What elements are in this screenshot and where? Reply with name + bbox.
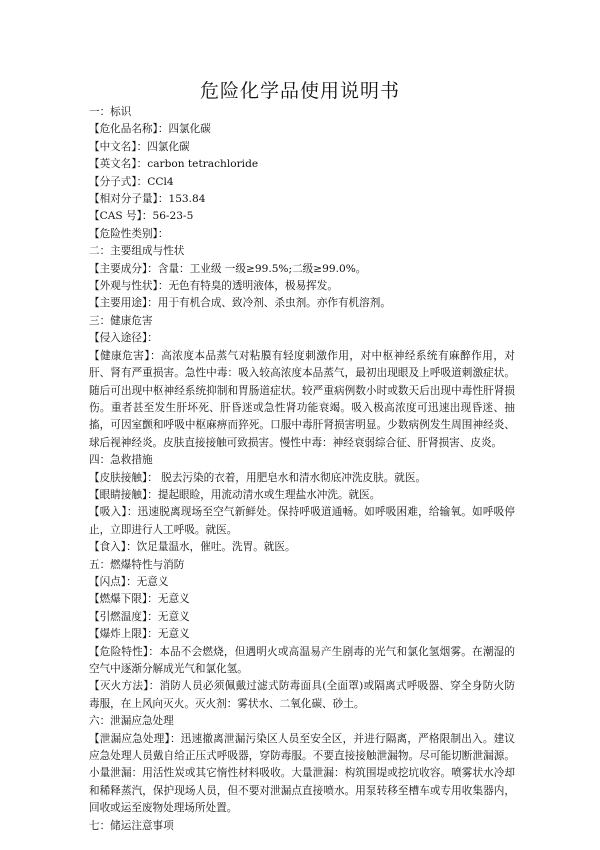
field-inhalation: 【吸入】：迅速脱离现场至空气新鲜处。保持呼吸道通畅。如呼吸困难，给输氧。如呼吸停止，立即进行人工呼吸。就医。	[89, 506, 515, 536]
section-heading-storage-transport: 七：储运注意事项	[89, 819, 174, 832]
field-chemical-name: 【危化品名称】：四氯化碳	[89, 123, 211, 136]
field-lower-explosive-limit: 【燃爆下限】：无意义	[89, 593, 190, 606]
field-hazard-class: 【危险性类别】：	[89, 227, 169, 240]
field-upper-explosive-limit: 【爆炸上限】：无意义	[89, 628, 190, 641]
field-english-name: 【英文名】：carbon tetrachloride	[89, 158, 259, 171]
field-chinese-name: 【中文名】：四氯化碳	[89, 140, 190, 153]
field-fire-fighting: 【灭火方法】：消防人员必须佩戴过滤式防毒面具(全面罩)或隔离式呼吸器、穿全身防火防毒服，在上风向灭火。灭火剂：雾状水、二氧化碳、砂土。	[89, 680, 515, 710]
field-hazard-properties: 【危险特性】：本品不会燃烧，但遇明火或高温易产生剧毒的光气和氯化氢烟雾。在潮湿的空气中逐渐分解成光气和氯化氢。	[89, 645, 515, 675]
field-molecular-weight: 【相对分子量】：153.84	[89, 193, 206, 206]
field-main-components: 【主要成分】：含量：工业级 一级≥99.5%;二级≥99.0%。	[89, 262, 367, 275]
field-ignition-temperature: 【引燃温度】：无意义	[89, 610, 190, 623]
field-health-hazard: 【健康危害】：高浓度本品蒸气对粘膜有轻度刺激作用，对中枢神经系统有麻醉作用，对肝、肾有严重损害。急性中毒：吸入较高浓度本品蒸气，最初出现眼及上呼吸道刺激症状。随后可出现中枢神经系统抑制和胃肠道症状。较严重病例数小时或数天后出现中毒性肝肾损伤。重者甚至发生肝坏死、肝昏迷或急性肾功能衰竭。吸入极高浓度可迅速出现昏迷、抽搐，可因室颤和呼吸中枢麻痹而猝死。口服中毒肝肾损害明显。少数病例发生周围神经炎、 球后视神经炎。皮肤直接接触可致损害。慢性中毒：神经衰弱综合征、肝肾损害、皮炎。	[89, 349, 515, 449]
field-main-uses: 【主要用途】：用于有机合成、致冷剂、杀虫剂。亦作有机溶剂。	[89, 297, 391, 310]
field-flash-point: 【闪点】：无意义	[89, 575, 169, 588]
field-eye-contact: 【眼睛接触】：提起眼睑，用流动清水或生理盐水冲洗。就医。	[89, 488, 381, 501]
section-heading-first-aid: 四：急救措施	[89, 454, 153, 467]
field-ingestion: 【食入】：饮足量温水，催吐。洗胃。就医。	[89, 541, 296, 554]
section-heading-composition: 二：主要组成与性状	[89, 245, 185, 258]
field-appearance: 【外观与性状】：无色有特臭的透明液体，极易挥发。	[89, 280, 338, 293]
section-heading-spill-response: 六：泄漏应急处理	[89, 715, 174, 728]
document-body	[89, 104, 515, 835]
section-heading-identification: 一：标识	[89, 106, 132, 118]
field-molecular-formula: 【分子式】：CCl4	[89, 175, 174, 188]
section-heading-health-hazards: 三：健康危害	[89, 314, 153, 327]
section-heading-fire-explosion: 五：燃爆特性与消防	[89, 558, 185, 571]
document-title: 危险化学品使用说明书	[199, 80, 400, 102]
field-skin-contact: 【皮肤接触】： 脱去污染的衣着，用肥皂水和清水彻底冲洗皮肤。就医。	[89, 471, 427, 484]
field-spill-response: 【泄漏应急处理】：迅速撤离泄漏污染区人员至安全区，并进行隔离，严格限制出入。建议应急处理人员戴自给正压式呼吸器，穿防毒服。不要直接接触泄漏物。尽可能切断泄漏源。小量泄漏：用活性炭或其它惰性材料吸收。大量泄漏：构筑围堤或挖坑收容。喷雾状水冷却和稀释蒸汽，保护现场人员，但不要对泄漏点直接喷水。用泵转移至槽车或专用收集器内，回收或运至废物处理场所处置。	[89, 732, 515, 815]
field-cas-number: 【CAS 号】：56-23-5	[89, 210, 194, 223]
field-entry-route: 【侵入途径】：	[89, 332, 158, 345]
